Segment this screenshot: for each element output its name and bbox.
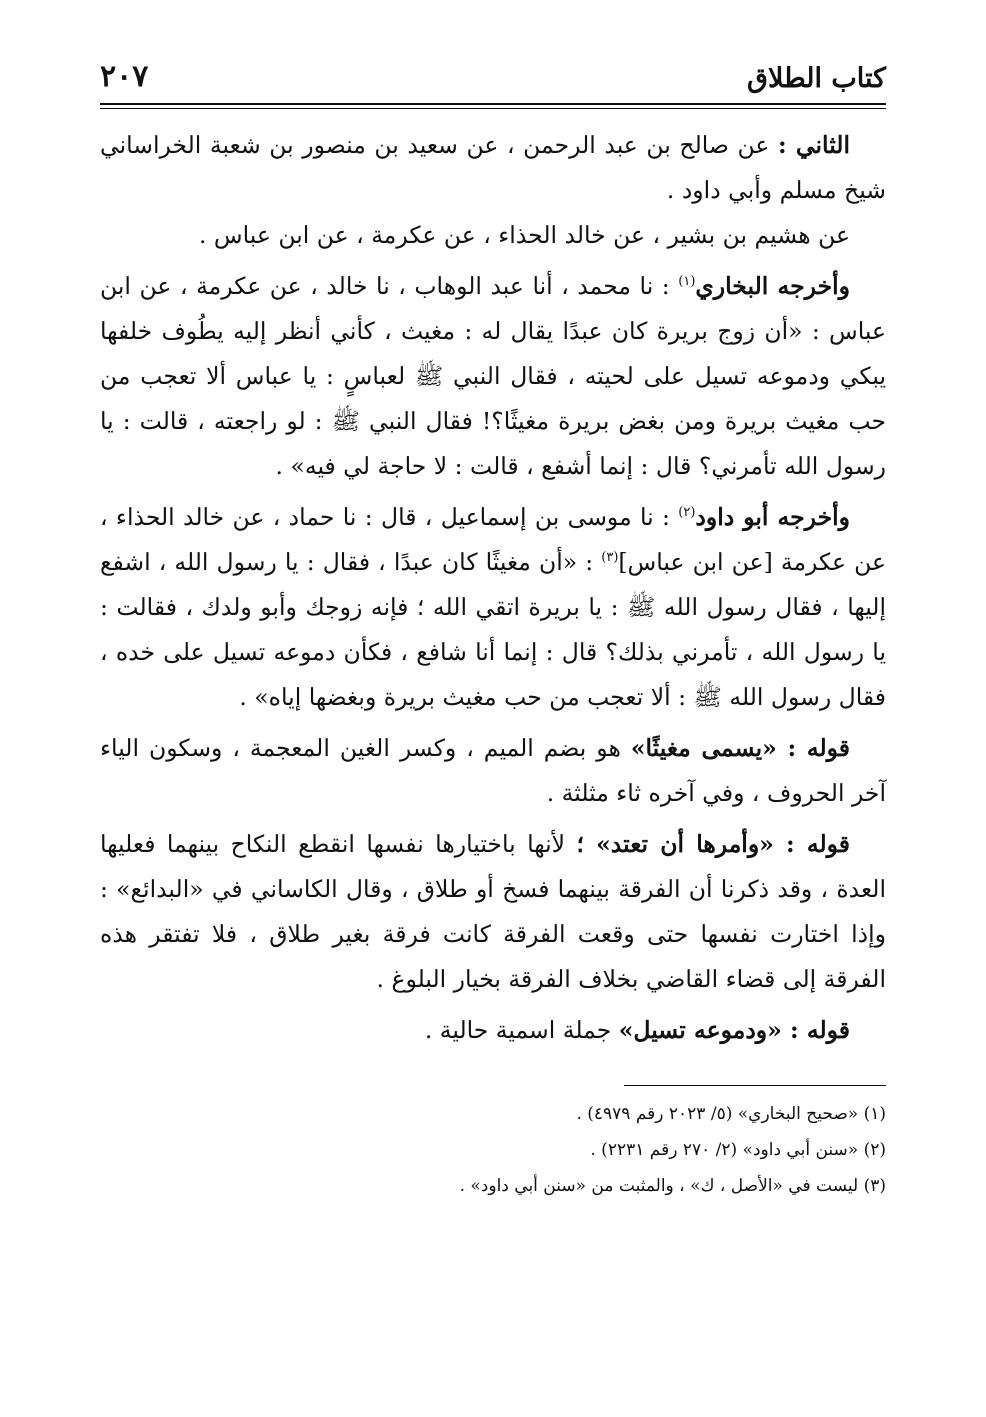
footnote-2: (٢) «سنن أبي داود» (٢/ ٢٧٠ رقم ٢٢٣١) . [590,1140,886,1160]
paragraph-mughith [100,726,886,816]
paragraph-bukhari [100,264,886,489]
footnote-3: (٣) ليست في «الأصل ، ك» ، والمثبت من «سنن أبي داود» . [459,1176,886,1196]
paragraph-tears [100,1008,886,1053]
footnote-ref: (٢) [678,505,696,521]
paragraph-lead: وأخرجه أبو داود [695,503,850,531]
footnotes [100,1096,886,1204]
paragraph-lead: الثاني : [777,131,850,159]
paragraph-text: : نا موسى بن إسماعيل ، قال : نا حماد ، عن خالد الحذاء ، عن عكرمة [عن ابن عباس] [100,503,886,576]
paragraph-text: هو بضم الميم ، وكسر الغين المعجمة ، وسكون الياء آخر الحروف ، وفي آخره ثاء مثلثة . [100,734,886,807]
paragraph-text: : نا محمد ، أنا عبد الوهاب ، نا خالد ، عن عكرمة ، عن ابن عباس : «أن زوج بريرة كان عبدًا يقال له : مغيث ، كأني أنظر إليه يطُوف خلفها يبكي ودموعه تسيل على لحيته ، فقال النبي ﷺ لعباسٍ : يا عباس ألا تعجب من حب مغيث بريرة ومن بغض بريرة مغيثًا؟! فقال النبي ﷺ : لو راجعته ، قالت : يا رسول الله تأمرني؟ قال : إنما أشفع ، قالت : لا حاجة لي فيه» . [100,272,886,480]
paragraph-lead: قوله : «يسمى مغيثًا» [630,734,850,762]
chapter-title: كتاب الطلاق [747,63,886,94]
paragraph-text: : «أن مغيثًا كان عبدًا ، فقال : يا رسول الله ، اشفع إليها ، فقال رسول الله ﷺ : يا بريرة اتقي الله ؛ فإنه زوجك وأبو ولدك ، فقالت : يا رسول الله ، تأمرني بذلك؟ قال : إنما أنا شافع ، فكأن دموعه تسيل على خده ، فقال رسول الله ﷺ : ألا تعجب من حب مغيث بريرة وبغضها إياه» . [100,548,886,711]
page-header [100,55,886,101]
paragraph-lead: قوله : «وأمرها أن تعتد» ؛ [576,830,850,858]
page-number: ٢٠٧ [100,59,149,94]
book-page [100,55,886,1385]
paragraph-abu-dawud [100,495,886,720]
footnote-separator [624,1085,886,1086]
paragraph-lead: قوله : «ودموعه تسيل» [618,1016,850,1044]
header-rule [100,103,886,105]
paragraph-text: لأنها باختيارها نفسها انقطع النكاح بينهما فعليها العدة ، وقد ذكرنا أن الفرقة بينهما فسخ أو طلاق ، وقال الكاساني في «البدائع» : وإذا اختارت نفسها حتى وقعت الفرقة كانت فرقة بغير طلاق ، فلا تفتقر هذه الفرقة إلى قضاء القاضي بخلاف الفرقة بخيار البلوغ . [100,830,886,993]
header-rule-thin [100,108,886,109]
main-text [100,123,886,1053]
paragraph-iddah [100,822,886,1002]
paragraph-text: عن صالح بن عبد الرحمن ، عن سعيد بن منصور بن شعبة الخراساني شيخ مسلم وأبي داود . [100,131,886,204]
paragraph-thani [100,123,886,213]
footnote-1: (١) «صحيح البخاري» (٥/ ٢٠٢٣ رقم ٤٩٧٩) . [576,1104,886,1124]
paragraph-text: جملة اسمية حالية . [424,1016,619,1044]
paragraph-lead: وأخرجه البخاري [695,272,851,300]
paragraph-isnad [100,213,886,258]
footnote-ref: (٣) [601,550,619,566]
footnote-ref: (١) [678,274,696,290]
paragraph-text: عن هشيم بن بشير ، عن خالد الحذاء ، عن عكرمة ، عن ابن عباس . [198,221,850,249]
